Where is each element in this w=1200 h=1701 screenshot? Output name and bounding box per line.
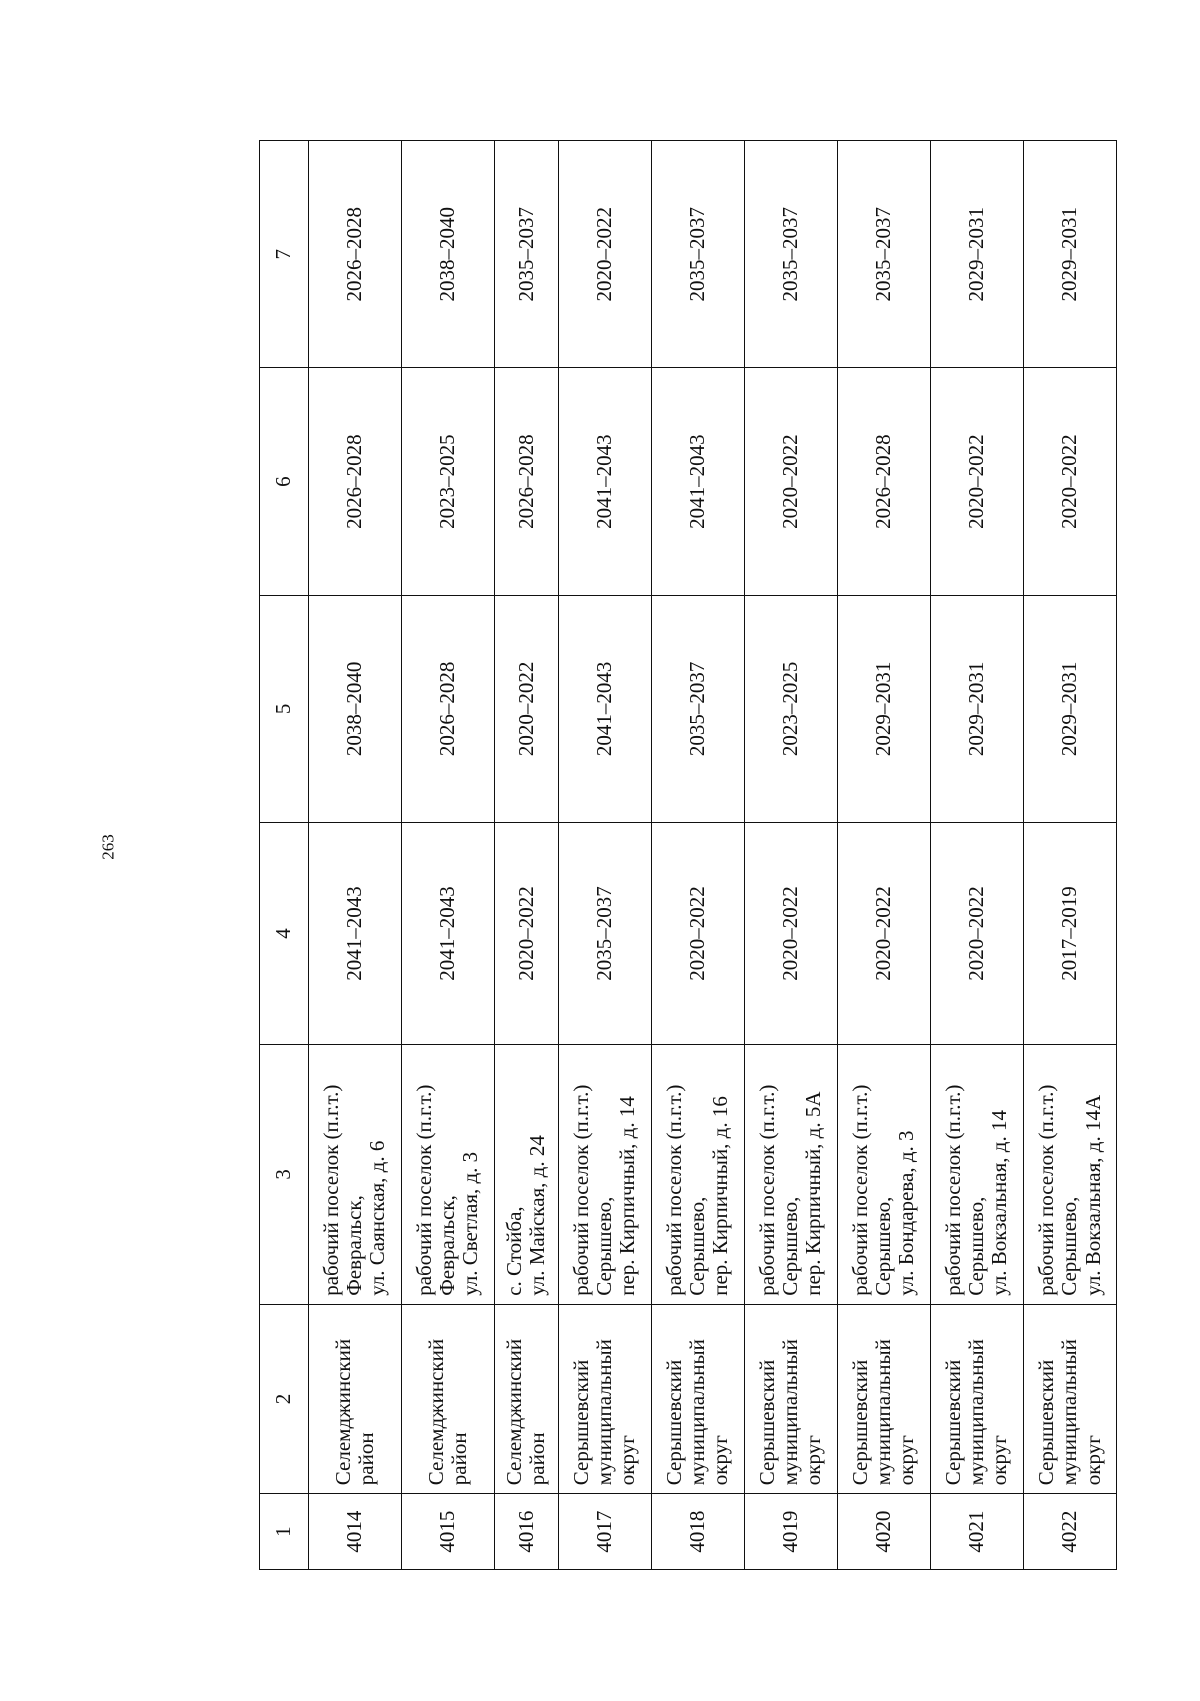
period-col5: 2029–2031 [1057, 661, 1082, 757]
period-col5: 2035–2037 [685, 661, 710, 757]
table-body [308, 141, 1116, 1570]
column-number-cell: 3 [260, 1044, 309, 1304]
column-number-row [260, 141, 309, 1570]
period-col5-cell [837, 595, 930, 822]
period-col5-cell [494, 595, 558, 822]
period-col6: 2023–2025 [435, 434, 460, 529]
period-col4-cell [837, 823, 930, 1045]
period-col4: 2020–2022 [964, 886, 989, 981]
address-cell [558, 1044, 651, 1304]
address-line: рабочий поселок (п.г.т.) [569, 1084, 594, 1296]
address-line: ул. Вокзальная, д. 14А [1080, 1094, 1105, 1296]
period-col6-cell [308, 368, 401, 595]
address-line: Серышево, [778, 1196, 803, 1296]
address-line: ул. Бондарева, д. 3 [894, 1130, 919, 1296]
district-line: район [446, 1432, 471, 1486]
period-col7-cell [401, 141, 494, 368]
period-col7-cell [308, 141, 401, 368]
table-container [259, 140, 1117, 1570]
district-cell [930, 1304, 1023, 1493]
row-id-cell [308, 1494, 401, 1570]
period-col4: 2020–2022 [685, 886, 710, 981]
row-id-cell [744, 1494, 837, 1570]
period-col5: 2023–2025 [778, 661, 803, 757]
period-col7-cell [558, 141, 651, 368]
address-cell [837, 1044, 930, 1304]
district-line: Серышевский [662, 1359, 687, 1486]
table-row [651, 141, 744, 1570]
district-line: Серышевский [848, 1359, 873, 1486]
address-line: Серышево, [1057, 1196, 1082, 1296]
district-line: муниципальный [685, 1339, 710, 1486]
period-col5-cell [744, 595, 837, 822]
period-col4-cell [1023, 823, 1116, 1045]
column-number-cell: 6 [260, 368, 309, 595]
address-line: пер. Кирпичный, д. 5А [801, 1091, 826, 1296]
address-line: с. Стойба, [502, 1206, 527, 1296]
address-line: Серышево, [964, 1196, 989, 1296]
district-line: муниципальный [592, 1339, 617, 1486]
row-id-cell [930, 1494, 1023, 1570]
period-col7: 2029–2031 [964, 206, 989, 302]
address-line: рабочий поселок (п.г.т.) [1034, 1084, 1059, 1296]
period-col6: 2041–2043 [685, 434, 710, 529]
column-number-cell: 2 [260, 1304, 309, 1493]
period-col7: 2035–2037 [778, 206, 803, 302]
period-col7: 2035–2037 [685, 206, 710, 302]
address-line: рабочий поселок (п.г.т.) [662, 1084, 687, 1296]
period-col7: 2026–2028 [342, 206, 367, 302]
period-col4-cell [494, 823, 558, 1045]
district-cell [494, 1304, 558, 1493]
address-cell [1023, 1044, 1116, 1304]
row-id: 4022 [1057, 1510, 1082, 1553]
period-col4-cell [930, 823, 1023, 1045]
period-col4-cell [558, 823, 651, 1045]
district-cell [651, 1304, 744, 1493]
column-number-cell: 5 [260, 595, 309, 822]
period-col5: 2038–2040 [342, 661, 367, 757]
district-line: округ [801, 1435, 826, 1486]
district-line: Селемджинский [502, 1338, 527, 1486]
district-line: Серышевский [941, 1359, 966, 1486]
period-col4-cell [651, 823, 744, 1045]
housing-schedule-table [259, 140, 1117, 1570]
period-col4-cell [401, 823, 494, 1045]
period-col5-cell [930, 595, 1023, 822]
address-cell [401, 1044, 494, 1304]
row-id: 4016 [513, 1510, 538, 1553]
period-col7-cell [837, 141, 930, 368]
address-line: рабочий поселок (п.г.т.) [848, 1084, 873, 1296]
address-line: Серышево, [685, 1196, 710, 1296]
period-col5-cell [1023, 595, 1116, 822]
period-col7: 2020–2022 [592, 206, 617, 302]
period-col6: 2020–2022 [1057, 434, 1082, 529]
district-line: район [353, 1432, 378, 1486]
period-col5: 2020–2022 [513, 661, 538, 757]
period-col6-cell [744, 368, 837, 595]
district-cell [308, 1304, 401, 1493]
row-id: 4020 [871, 1510, 896, 1553]
row-id-cell [837, 1494, 930, 1570]
table-row [1023, 141, 1116, 1570]
district-line: Селемджинский [330, 1338, 355, 1486]
period-col7: 2035–2037 [513, 206, 538, 302]
period-col7: 2035–2037 [871, 206, 896, 302]
period-col6-cell [494, 368, 558, 595]
address-cell [744, 1044, 837, 1304]
district-line: округ [615, 1435, 640, 1486]
address-line: ул. Вокзальная, д. 14 [987, 1110, 1012, 1296]
period-col5-cell [651, 595, 744, 822]
period-col7-cell [494, 141, 558, 368]
column-number-cell: 1 [260, 1494, 309, 1570]
row-id-cell [494, 1494, 558, 1570]
district-line: район [525, 1432, 550, 1486]
district-cell [401, 1304, 494, 1493]
period-col5: 2029–2031 [964, 661, 989, 757]
address-line: ул. Саянская, д. 6 [365, 1140, 390, 1296]
period-col7: 2038–2040 [435, 206, 460, 302]
table-row [558, 141, 651, 1570]
period-col5-cell [558, 595, 651, 822]
period-col4: 2041–2043 [435, 886, 460, 981]
address-cell [930, 1044, 1023, 1304]
period-col4: 2020–2022 [871, 886, 896, 981]
district-line: Серышевский [755, 1359, 780, 1486]
period-col4-cell [308, 823, 401, 1045]
period-col4: 2041–2043 [342, 886, 367, 981]
district-line: муниципальный [964, 1339, 989, 1486]
period-col6: 2026–2028 [513, 434, 538, 529]
address-line: Серышево, [592, 1196, 617, 1296]
district-cell [1023, 1304, 1116, 1493]
address-line: Февральск, [342, 1195, 367, 1296]
period-col5: 2026–2028 [435, 661, 460, 757]
period-col6: 2026–2028 [342, 434, 367, 529]
district-line: округ [708, 1435, 733, 1486]
row-id: 4014 [342, 1510, 367, 1553]
address-line: рабочий поселок (п.г.т.) [755, 1084, 780, 1296]
address-line: рабочий поселок (п.г.т.) [941, 1084, 966, 1296]
period-col6: 2041–2043 [592, 434, 617, 529]
district-line: Серышевский [1034, 1359, 1059, 1486]
period-col6: 2020–2022 [778, 434, 803, 529]
period-col6-cell [651, 368, 744, 595]
address-line: ул. Майская, д. 24 [525, 1135, 550, 1296]
district-line: муниципальный [778, 1339, 803, 1486]
period-col5: 2029–2031 [871, 661, 896, 757]
district-line: округ [1080, 1435, 1105, 1486]
period-col5: 2041–2043 [592, 661, 617, 757]
district-line: Селемджинский [423, 1338, 448, 1486]
address-line: Серышево, [871, 1196, 896, 1296]
address-cell [651, 1044, 744, 1304]
period-col7-cell [744, 141, 837, 368]
period-col6-cell [558, 368, 651, 595]
period-col6-cell [930, 368, 1023, 595]
row-id-cell [651, 1494, 744, 1570]
address-cell [308, 1044, 401, 1304]
row-id: 4015 [435, 1510, 460, 1553]
table-row [744, 141, 837, 1570]
district-line: муниципальный [871, 1339, 896, 1486]
period-col5-cell [401, 595, 494, 822]
period-col6: 2026–2028 [871, 434, 896, 529]
address-line: пер. Кирпичный, д. 14 [615, 1096, 640, 1296]
address-cell [494, 1044, 558, 1304]
district-line: Серышевский [569, 1359, 594, 1486]
period-col7: 2029–2031 [1057, 206, 1082, 302]
row-id: 4021 [964, 1510, 989, 1553]
table-row [494, 141, 558, 1570]
period-col6-cell [837, 368, 930, 595]
table-row [401, 141, 494, 1570]
district-line: округ [894, 1435, 919, 1486]
row-id-cell [1023, 1494, 1116, 1570]
address-line: рабочий поселок (п.г.т.) [412, 1084, 437, 1296]
district-cell [558, 1304, 651, 1493]
period-col6-cell [401, 368, 494, 595]
address-line: пер. Кирпичный, д. 16 [708, 1096, 733, 1296]
period-col7-cell [1023, 141, 1116, 368]
period-col4: 2017–2019 [1057, 886, 1082, 981]
period-col4: 2035–2037 [592, 886, 617, 981]
row-id-cell [401, 1494, 494, 1570]
table-row [837, 141, 930, 1570]
table-row [930, 141, 1023, 1570]
period-col4: 2020–2022 [513, 886, 538, 981]
district-line: муниципальный [1057, 1339, 1082, 1486]
period-col4-cell [744, 823, 837, 1045]
table-row [308, 141, 401, 1570]
row-id-cell [558, 1494, 651, 1570]
row-id: 4019 [778, 1510, 803, 1553]
page-number: 263 [98, 834, 118, 860]
period-col7-cell [651, 141, 744, 368]
row-id: 4017 [592, 1510, 617, 1553]
period-col5-cell [308, 595, 401, 822]
period-col4: 2020–2022 [778, 886, 803, 981]
district-line: округ [987, 1435, 1012, 1486]
column-number-cell: 7 [260, 141, 309, 368]
address-line: ул. Светлая, д. 3 [458, 1151, 483, 1296]
district-cell [837, 1304, 930, 1493]
address-line: Февральск, [435, 1195, 460, 1296]
period-col7-cell [930, 141, 1023, 368]
period-col6: 2020–2022 [964, 434, 989, 529]
district-cell [744, 1304, 837, 1493]
period-col6-cell [1023, 368, 1116, 595]
row-id: 4018 [685, 1510, 710, 1553]
column-number-cell: 4 [260, 823, 309, 1045]
address-line: рабочий поселок (п.г.т.) [319, 1084, 344, 1296]
